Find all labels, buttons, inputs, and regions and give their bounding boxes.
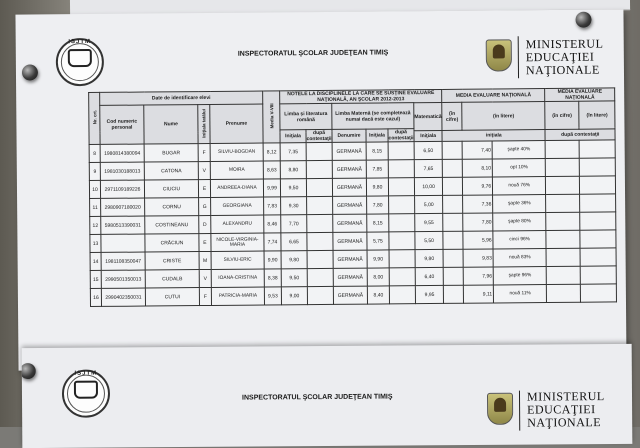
cell-contest-litere <box>579 158 615 176</box>
header-contest-in-litere: (în litere) <box>579 101 615 129</box>
right-pushpin <box>575 12 591 28</box>
cell-lm: 8,00 <box>367 268 389 286</box>
cell-cnp: 2990402350031 <box>101 288 145 306</box>
cell-nume: CATONA <box>144 162 198 180</box>
cell-lm-denumire: GERMANĂ <box>332 142 366 160</box>
cell-en-litere: opt 10% <box>492 159 545 177</box>
cell-en-litere: nouă 83% <box>493 249 546 267</box>
cell-nr: 11 <box>90 198 101 216</box>
cell-contest-cifre <box>546 230 580 248</box>
cell-media: 8,63 <box>263 161 280 179</box>
cell-initiala: M <box>199 251 211 269</box>
cell-lm-denumire: GERMANĂ <box>333 196 367 214</box>
cell-nr: 12 <box>90 216 101 234</box>
ministry-line-2: EDUCAŢIEI <box>525 49 595 65</box>
second-coat-of-arms-icon <box>487 393 513 425</box>
cell-media: 7,74 <box>264 233 281 251</box>
second-logo-text: ISJTM <box>74 370 98 377</box>
cell-romana: 9,50 <box>280 179 306 197</box>
cell-initiala: E <box>199 233 211 251</box>
cell-mat-dupa <box>442 159 462 177</box>
header-note-group: NOTELE LA DISCIPLINELE LA CARE SE SUSŢINE EVALUARE NAŢIONALĂ, AN ŞCOLAR 2012-2013 <box>280 89 442 103</box>
cell-lm-dupa <box>388 160 414 178</box>
header-id-group: Date de identificare elevi <box>100 91 263 105</box>
cell-mat-dupa <box>443 267 463 285</box>
cell-contest-litere <box>580 230 616 248</box>
cell-cnp: 2980907180020 <box>101 198 145 216</box>
cell-contest-cifre <box>546 194 580 212</box>
cell-en-litere: nouă 76% <box>493 177 546 195</box>
cell-romana-dupa <box>306 160 332 178</box>
cell-matematica: 10,00 <box>414 177 442 195</box>
cell-en-cifre: 9,76 <box>463 177 493 195</box>
cell-en-cifre: 5,96 <box>463 231 493 249</box>
cell-nume: CUDALB <box>145 270 199 288</box>
cell-mat-dupa <box>443 249 463 267</box>
cell-nume: COSTINEANU <box>145 216 199 234</box>
cell-romana-dupa <box>306 142 332 160</box>
cell-en-cifre: 7,36 <box>463 195 493 213</box>
cell-contest-litere <box>580 248 616 266</box>
cell-initiala: F <box>198 143 210 161</box>
second-ministry-line-3: NAŢIONALE <box>527 415 602 430</box>
header-contest-in-cifre: (în cifre) <box>545 101 579 129</box>
cell-lm-dupa <box>389 286 415 304</box>
header-in-litere: (în litere) <box>462 102 545 131</box>
cell-lm-denumire: GERMANĂ <box>332 160 366 178</box>
cell-contest-cifre <box>546 266 580 284</box>
cell-lm: 8,15 <box>366 142 388 160</box>
cell-romana-dupa <box>307 268 333 286</box>
cell-lm: 8,15 <box>367 214 389 232</box>
header-en-initiala: iniţiala <box>442 130 545 142</box>
cell-lm: 8,40 <box>367 286 389 304</box>
header-in-cifre: (în cifre) <box>442 102 462 130</box>
header-nr-crt: Nr. crt. <box>89 92 100 144</box>
cell-contest-cifre <box>545 140 579 158</box>
cell-contest-cifre <box>546 248 580 266</box>
cell-lm-dupa <box>389 268 415 286</box>
cell-lm-dupa <box>389 196 415 214</box>
cell-cnp: 5980513390031 <box>101 216 145 234</box>
cell-matematica: 5,00 <box>415 195 443 213</box>
cell-prenume: NICOLE-VIRGINIA-MARIA <box>211 233 264 251</box>
header-mat-initiala: Iniţiala <box>414 131 442 142</box>
cell-nr: 15 <box>90 270 101 288</box>
header-limba-materna: Limba Maternă (se completează numai dacă este cazul) <box>332 103 414 130</box>
cell-romana-dupa <box>307 232 333 250</box>
ministry-line-3: NAŢIONALE <box>525 62 600 78</box>
cell-lm-denumire: GERMANĂ <box>333 250 367 268</box>
cell-prenume: SILVIU-ERIC <box>211 251 264 269</box>
cell-initiala: V <box>199 269 211 287</box>
cell-initiala: G <box>199 197 211 215</box>
cell-nr: 14 <box>90 252 101 270</box>
second-school-inspectorate-logo <box>62 370 110 418</box>
cell-media: 9,99 <box>263 179 280 197</box>
cell-contest-cifre <box>546 176 580 194</box>
header-en-dupa: după contestaţii <box>545 129 615 140</box>
cell-lm-dupa <box>389 232 415 250</box>
header-media-v-viii: Media V-VIII <box>263 91 280 143</box>
header-rom-dupa: după contestaţii <box>306 129 332 143</box>
cell-contest-litere <box>580 176 616 194</box>
cell-initiala: E <box>198 179 210 197</box>
cell-prenume: IOANA-CRISTINA <box>211 269 264 287</box>
cell-initiala: F <box>199 287 211 305</box>
cell-nr: 16 <box>90 288 101 306</box>
results-sheet <box>15 9 626 370</box>
cell-nume: CRĂCIUN <box>145 234 199 252</box>
second-left-pushpin <box>22 363 36 379</box>
cell-media: 8,38 <box>264 269 281 287</box>
cell-contest-cifre <box>547 284 581 302</box>
header-media-en: MEDIA EVALUARE NAŢIONALĂ <box>442 89 545 103</box>
second-ministry-line-2: EDUCAŢIEI <box>527 402 596 417</box>
cell-romana-dupa <box>307 196 333 214</box>
cell-matematica: 9,95 <box>415 285 443 303</box>
cell-romana: 8,80 <box>280 161 306 179</box>
header-lm-dupa: după contestaţii <box>388 129 414 142</box>
second-ministry-name <box>527 390 605 430</box>
cell-lm-dupa <box>389 250 415 268</box>
cell-nr: 9 <box>89 162 100 180</box>
coat-of-arms-icon <box>486 39 512 71</box>
cell-romana: 6,65 <box>281 233 307 251</box>
cell-mat-dupa <box>443 177 463 195</box>
cell-mat-dupa <box>443 195 463 213</box>
cell-prenume: PATRICIA-MARIA <box>211 287 264 305</box>
cell-media: 7,83 <box>264 197 281 215</box>
inspectorate-title: INSPECTORATUL ŞCOLAR JUDEŢEAN TIMIŞ <box>237 49 389 58</box>
cell-lm: 7,80 <box>367 196 389 214</box>
grades-table-body <box>89 140 617 307</box>
cell-matematica: 5,50 <box>415 231 443 249</box>
header-cnp: Cod numeric personal <box>100 105 144 144</box>
cell-cnp: 1980814380094 <box>100 144 144 162</box>
second-results-sheet <box>22 344 633 448</box>
cell-contest-litere <box>579 140 615 158</box>
cell-en-cifre: 7,80 <box>463 213 493 231</box>
header-rom-initiala: Iniţiala <box>280 130 306 143</box>
header-limba-romana: Limba şi literatura română <box>280 103 332 129</box>
cell-contest-litere <box>581 284 617 302</box>
header-nume: Nume <box>144 105 198 144</box>
cell-mat-dupa <box>444 285 464 303</box>
cell-contest-cifre <box>545 158 579 176</box>
cell-cnp: 1981108350047 <box>101 252 145 270</box>
cell-romana: 9,00 <box>281 287 307 305</box>
header-initiala-tatalui: Iniţiala tatălui <box>198 104 210 143</box>
header-prenume: Prenume <box>210 104 263 143</box>
cell-lm-denumire: GERMANĂ <box>333 286 367 304</box>
second-ministry-line-1: MINISTERUL <box>526 389 605 404</box>
ministry-name <box>526 38 604 78</box>
cell-en-cifre: 7,96 <box>463 267 493 285</box>
cell-lm: 9,80 <box>366 178 388 196</box>
header-media-en-contestatii: MEDIA EVALUARE NAŢIONALĂ <box>545 88 615 102</box>
second-ministry-divider <box>519 391 520 431</box>
cell-prenume: MOIRA <box>210 161 263 179</box>
cell-initiala: V <box>198 161 210 179</box>
logo-text: ISJTM <box>68 39 92 46</box>
cell-cnp: 2990501350013 <box>101 270 145 288</box>
cell-matematica: 7,65 <box>414 159 442 177</box>
cell-cnp: 1981030188013 <box>100 162 144 180</box>
cell-media: 8,46 <box>264 215 281 233</box>
cell-media: 8,12 <box>263 143 280 161</box>
cell-romana: 9,80 <box>281 251 307 269</box>
ministry-line-1: MINISTERUL <box>525 36 604 52</box>
cell-nume: CUTUI <box>145 288 199 306</box>
cell-matematica: 6,40 <box>415 267 443 285</box>
cell-contest-litere <box>580 212 616 230</box>
cell-nume: BUGAR <box>144 144 198 162</box>
cell-cnp <box>101 234 145 252</box>
left-pushpin <box>22 64 38 80</box>
cell-prenume: SILVIU-BOGDAN <box>210 143 263 161</box>
cell-mat-dupa <box>443 213 463 231</box>
cell-contest-litere <box>580 194 616 212</box>
second-inspectorate-title: INSPECTORATUL ŞCOLAR JUDEŢEAN TIMIŞ <box>241 393 393 402</box>
cell-lm-dupa <box>388 178 414 196</box>
cell-lm: 5,75 <box>367 232 389 250</box>
cell-en-cifre: 9,83 <box>463 249 493 267</box>
cell-en-litere: nouă 11% <box>494 285 547 303</box>
cell-initiala: D <box>199 215 211 233</box>
cell-en-cifre: 9,11 <box>464 285 494 303</box>
cell-prenume: ANDREEA-DIANA <box>210 179 263 197</box>
cell-en-litere: cinci 96% <box>493 231 546 249</box>
cell-lm: 9,90 <box>367 250 389 268</box>
cell-romana: 7,70 <box>281 215 307 233</box>
cell-lm: 7,85 <box>366 160 388 178</box>
cell-contest-cifre <box>546 212 580 230</box>
grades-table <box>88 87 617 307</box>
cell-prenume: GEORGIANA <box>211 197 264 215</box>
cell-en-litere: şapte 40% <box>492 141 545 159</box>
cell-matematica: 6,50 <box>414 141 442 159</box>
cell-nr: 13 <box>90 234 101 252</box>
cell-nr: 10 <box>89 180 100 198</box>
cell-en-litere: şapte 96% <box>493 267 546 285</box>
cell-romana: 7,35 <box>280 143 306 161</box>
cell-matematica: 9,80 <box>415 249 443 267</box>
cell-media: 9,90 <box>264 251 281 269</box>
ministry-divider <box>518 36 519 78</box>
cell-nr: 8 <box>89 144 100 162</box>
cell-lm-denumire: GERMANĂ <box>333 232 367 250</box>
cell-en-cifre: 7,40 <box>462 141 492 159</box>
cell-cnp: 2971109189226 <box>100 180 144 198</box>
cell-lm-denumire: GERMANĂ <box>333 268 367 286</box>
cell-matematica: 9,55 <box>415 213 443 231</box>
cell-romana-dupa <box>307 286 333 304</box>
cell-romana-dupa <box>307 250 333 268</box>
school-inspectorate-logo <box>56 38 104 86</box>
cell-mat-dupa <box>442 141 462 159</box>
cell-romana-dupa <box>307 214 333 232</box>
cell-prenume: ALEXANDRU <box>211 215 264 233</box>
cell-en-litere: şapte 80% <box>493 213 546 231</box>
cell-nume: CRISTE <box>145 252 199 270</box>
cell-romana: 9,30 <box>281 197 307 215</box>
cell-en-litere: şapte 36% <box>493 195 546 213</box>
header-lm-initiala: Iniţiala <box>366 129 388 142</box>
cell-en-cifre: 8,10 <box>462 159 492 177</box>
header-lm-denumire: Denumire <box>332 129 366 142</box>
cell-lm-dupa <box>388 142 414 160</box>
cell-contest-litere <box>580 266 616 284</box>
cell-lm-denumire: GERMANĂ <box>333 214 367 232</box>
cell-media: 9,53 <box>264 287 281 305</box>
header-matematica: Matematică <box>414 102 442 130</box>
cell-nume: CORNU <box>145 198 199 216</box>
cell-lm-dupa <box>389 214 415 232</box>
cell-romana: 9,50 <box>281 269 307 287</box>
cell-nume: CIUCIU <box>144 180 198 198</box>
cell-romana-dupa <box>306 178 332 196</box>
cell-mat-dupa <box>443 231 463 249</box>
table-row <box>90 284 616 307</box>
cell-lm-denumire: GERMANĂ <box>332 178 366 196</box>
